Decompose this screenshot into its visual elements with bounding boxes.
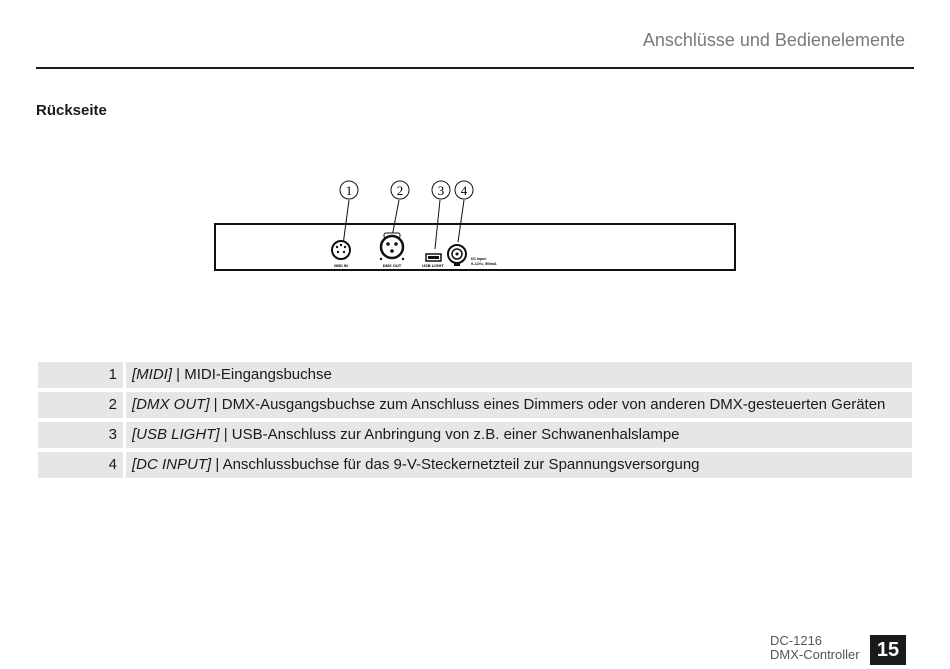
dc-input-label-line1: DC Input:	[471, 257, 487, 261]
callout-4	[455, 181, 473, 199]
rear-panel-diagram	[200, 175, 760, 285]
header-divider	[36, 67, 914, 69]
legend-row	[38, 362, 912, 388]
callout-3	[432, 181, 450, 199]
page-header-title: Anschlüsse und Bedienelemente	[642, 30, 905, 50]
legend-number: 3	[38, 422, 123, 448]
footer-product-name: DMX-Controller	[770, 647, 860, 662]
svg-text:3: 3	[437, 183, 445, 198]
legend-description	[126, 422, 912, 448]
page-number: 15	[870, 635, 906, 665]
legend-row	[38, 422, 912, 448]
legend-tag: [DC INPUT]	[132, 456, 212, 473]
legend-text: | USB-Anschluss zur Anbringung von z.B. einer Schwanenhalslampe	[219, 426, 680, 443]
legend-number: 2	[38, 392, 123, 418]
legend-description	[126, 392, 912, 418]
svg-text:2: 2	[396, 183, 404, 198]
svg-text:4: 4	[460, 183, 468, 198]
midi-in-connector-icon	[332, 241, 350, 259]
dc-input-label-line2: 9–12V=, 500mA	[471, 262, 497, 266]
legend-tag: [DMX OUT]	[132, 396, 210, 413]
callout-2	[391, 181, 409, 199]
legend-row	[38, 452, 912, 478]
usb-light-connector-icon	[426, 254, 441, 261]
legend-text: | Anschlussbuchse für das 9-V-Steckernetzteil zur Spannungsversorgung	[211, 456, 700, 473]
dmx-out-label: DMX OUT	[382, 263, 402, 268]
callout-1	[340, 181, 358, 199]
legend-tag: [MIDI]	[132, 366, 172, 383]
legend-number: 4	[38, 452, 123, 478]
legend-number: 1	[38, 362, 123, 388]
legend-text: | DMX-Ausgangsbuchse zum Anschluss eines Dimmers oder von anderen DMX-gesteuerten Geräten	[209, 396, 886, 413]
section-title: Rückseite	[36, 102, 107, 119]
legend-row	[38, 392, 912, 418]
footer-model-number: DC-1216	[770, 633, 823, 648]
legend-text: | MIDI-Eingangsbuchse	[172, 366, 332, 383]
legend-tag: [USB LIGHT]	[132, 426, 220, 443]
usb-light-label: USB LIGHT	[422, 263, 444, 268]
legend-description	[126, 452, 912, 478]
legend-description	[126, 362, 912, 388]
midi-in-label: MIDI IN	[334, 263, 348, 268]
svg-text:1: 1	[345, 183, 353, 198]
footer-model-info	[770, 634, 860, 662]
